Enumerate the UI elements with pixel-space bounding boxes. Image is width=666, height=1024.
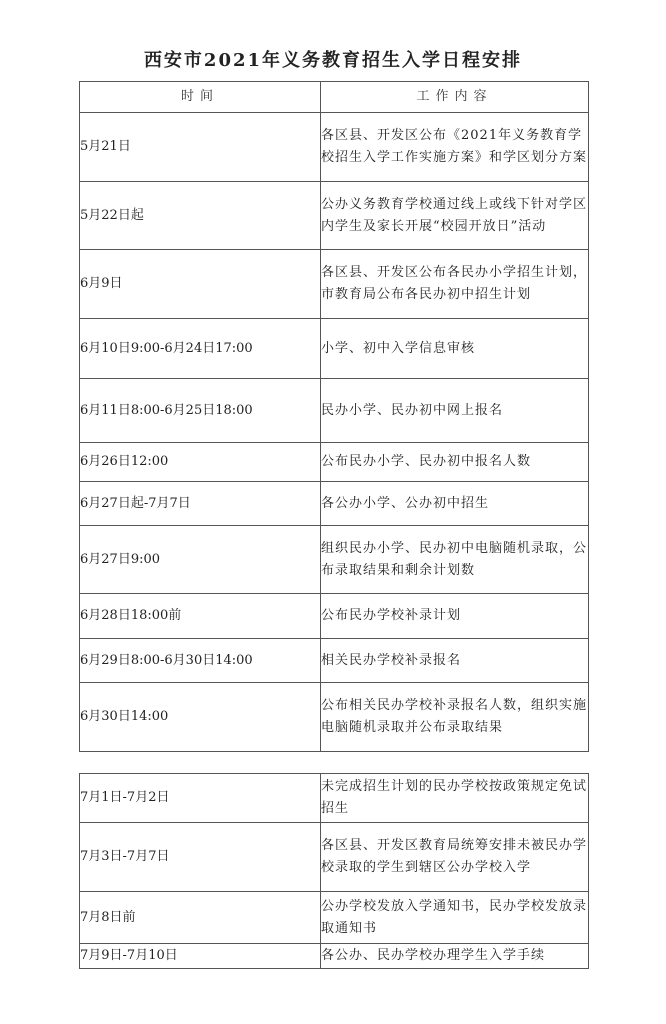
- row-content: 公布民办学校补录计划: [321, 594, 589, 639]
- table-row: [80, 379, 589, 443]
- row-content: 未完成招生计划的民办学校按政策规定免试招生: [321, 774, 589, 823]
- row-time: 6月30日14:00: [80, 683, 321, 752]
- table-row: [80, 944, 589, 969]
- row-content: 民办小学、民办初中网上报名: [321, 379, 589, 443]
- row-content: 公办义务教育学校通过线上或线下针对学区内学生及家长开展“校园开放日”活动: [321, 182, 589, 250]
- table-row: [80, 526, 589, 594]
- row-time: 6月9日: [80, 250, 321, 319]
- table-row: [80, 892, 589, 944]
- table-row: [80, 113, 589, 182]
- row-time: 6月27日9:00: [80, 526, 321, 594]
- table-row: [80, 594, 589, 639]
- row-time: 6月28日18:00前: [80, 594, 321, 639]
- table-row: [80, 774, 589, 823]
- row-time: 5月21日: [80, 113, 321, 182]
- table-row: [80, 250, 589, 319]
- table-row: [80, 639, 589, 683]
- schedule-table-part-1: [79, 81, 589, 752]
- row-content: 各公办小学、公办初中招生: [321, 482, 589, 526]
- row-time: 6月10日9:00-6月24日17:00: [80, 319, 321, 379]
- row-content: 相关民办学校补录报名: [321, 639, 589, 683]
- row-content: 公布相关民办学校补录报名人数，组织实施电脑随机录取并公布录取结果: [321, 683, 589, 752]
- row-content: 各区县、开发区公布《2021年义务教育学校招生入学工作实施方案》和学区划分方案: [321, 113, 589, 182]
- table-row: [80, 443, 589, 482]
- row-time: 7月9日-7月10日: [80, 944, 321, 969]
- row-time: 5月22日起: [80, 182, 321, 250]
- row-time: 6月29日8:00-6月30日14:00: [80, 639, 321, 683]
- row-content: 公布民办小学、民办初中报名人数: [321, 443, 589, 482]
- table-row: [80, 482, 589, 526]
- table-row: [80, 319, 589, 379]
- header-time: 时间: [80, 82, 321, 113]
- table-row: [80, 823, 589, 892]
- row-content: 各区县、开发区教育局统筹安排未被民办学校录取的学生到辖区公办学校入学: [321, 823, 589, 892]
- page-title: 西安市2021年义务教育招生入学日程安排: [143, 50, 523, 71]
- row-content: 小学、初中入学信息审核: [321, 319, 589, 379]
- row-content: 组织民办小学、民办初中电脑随机录取，公布录取结果和剩余计划数: [321, 526, 589, 594]
- row-time: 6月11日8:00-6月25日18:00: [80, 379, 321, 443]
- row-content: 各公办、民办学校办理学生入学手续: [321, 944, 589, 969]
- row-content: 公办学校发放入学通知书，民办学校发放录取通知书: [321, 892, 589, 944]
- table-header-row: [80, 82, 589, 113]
- row-time: 7月1日-7月2日: [80, 774, 321, 823]
- table-row: [80, 683, 589, 752]
- schedule-table-part-2: [79, 773, 589, 969]
- row-time: 6月26日12:00: [80, 443, 321, 482]
- table-row: [80, 182, 589, 250]
- row-time: 7月8日前: [80, 892, 321, 944]
- row-time: 7月3日-7月7日: [80, 823, 321, 892]
- row-time: 6月27日起-7月7日: [80, 482, 321, 526]
- header-content: 工作内容: [321, 82, 589, 113]
- row-content: 各区县、开发区公布各民办小学招生计划，市教育局公布各民办初中招生计划: [321, 250, 589, 319]
